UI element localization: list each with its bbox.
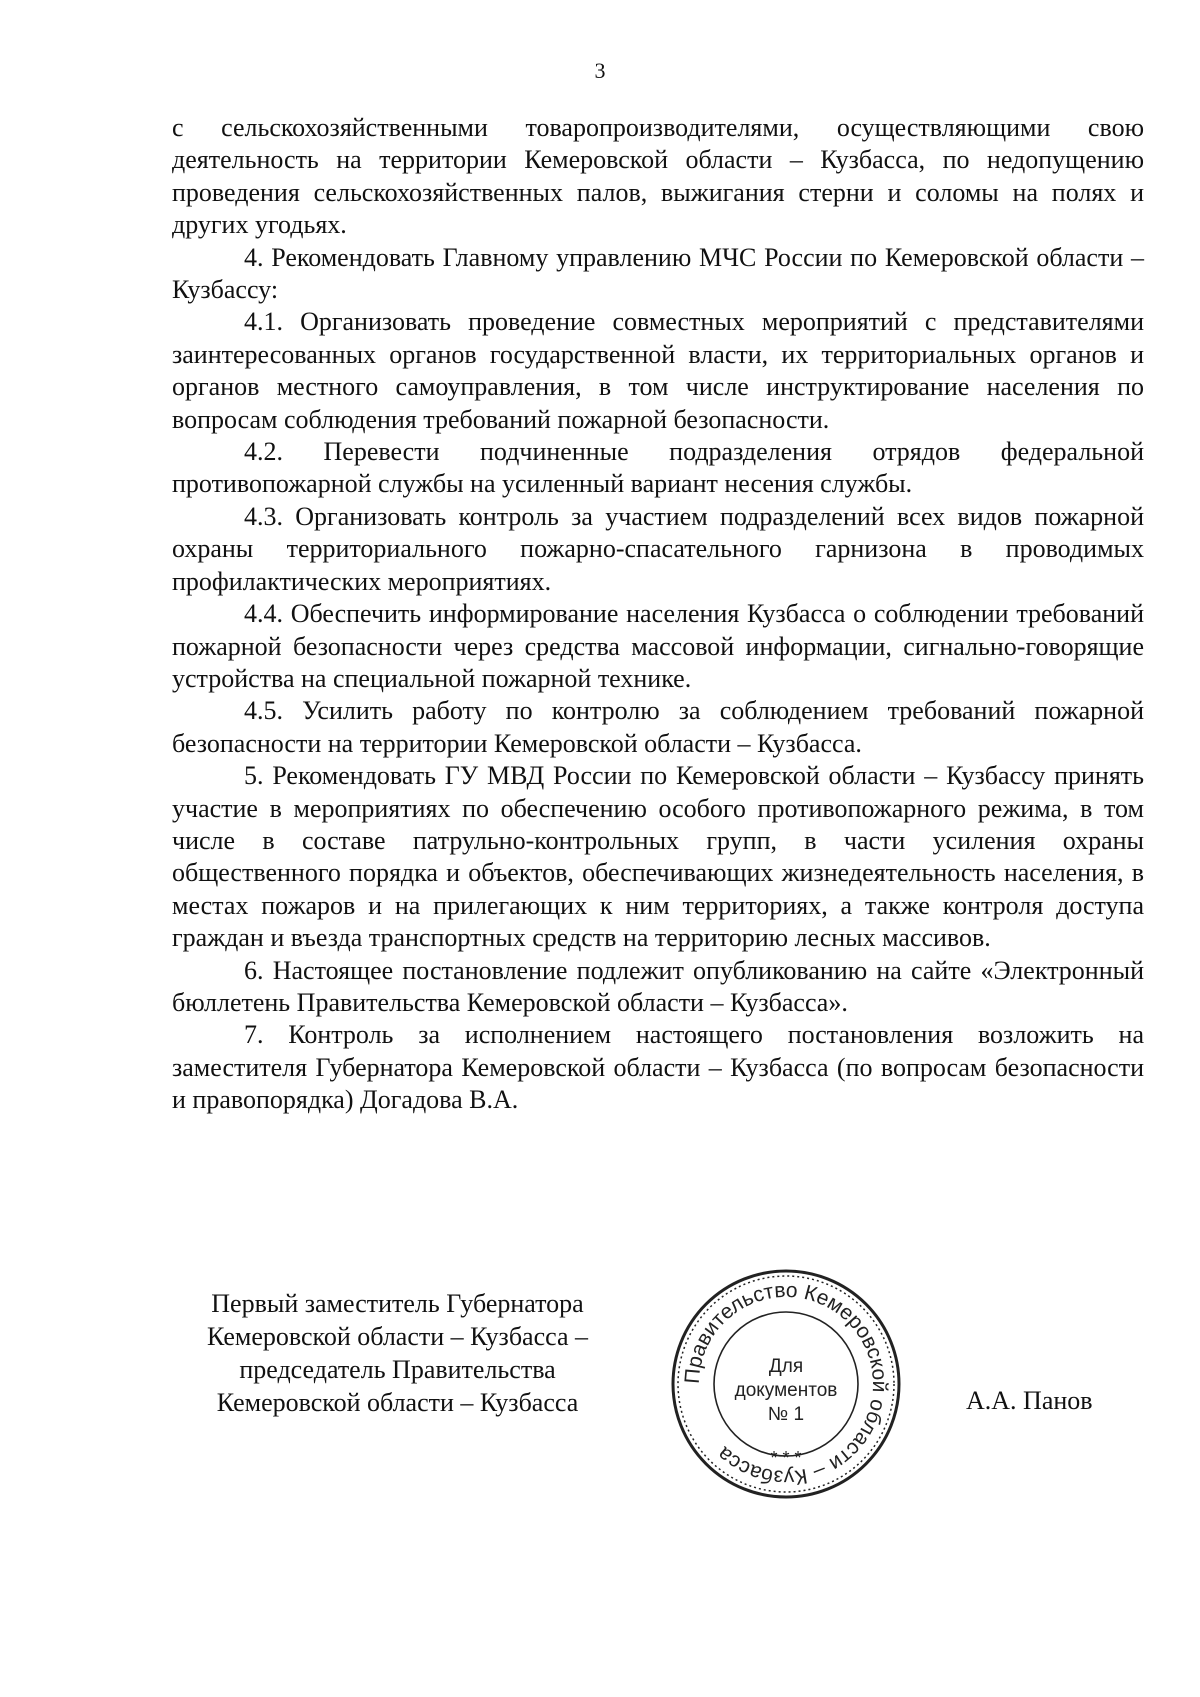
document-body <box>172 112 1144 1117</box>
paragraph-item-4-5: 4.5. Усилить работу по контролю за соблюдением требований пожарной безопасности на территории Кемеровской области – Кузбасса. <box>172 696 1144 758</box>
paragraph-item-4-1: 4.1. Организовать проведение совместных мероприятий с представителями заинтересованных органов государственной власти, их территориальных органов и органов местного самоуправления, в том числе инструктирование населения по вопросам соблюдения требований пожарной безопасности. <box>172 307 1144 434</box>
paragraph-item-4: 4. Рекомендовать Главному управлению МЧС России по Кемеровской области – Кузбассу: <box>172 242 1144 305</box>
paragraph-continuation: с сельскохозяйственными товаропроизводителями, осуществляющими свою деятельность на территории Кемеровской области – Кузбасса, по недопущению проведения сельскохозяйственных палов, выжигания стерни и соломы на полях и других угодьях. <box>172 113 1144 240</box>
official-seal-stamp <box>668 1266 904 1502</box>
stamp-center-line: документов <box>734 1380 838 1401</box>
signatory-name: А.А. Панов <box>966 1386 1093 1415</box>
paragraph-item-4-2: 4.2. Перевести подчиненные подразделения отрядов федеральной противопожарной службы на усиленный вариант несения службы. <box>172 437 1144 499</box>
paragraph-item-6: 6. Настоящее постановление подлежит опубликованию на сайте «Электронный бюллетень Правительства Кемеровской области – Кузбасса». <box>172 955 1144 1017</box>
signatory-position-line: Первый заместитель Губернатора <box>211 1289 584 1318</box>
signatory-position-line: председатель Правительства <box>239 1355 556 1384</box>
stamp-ring-text: Правительство Кемеровской области – Кузбасса <box>680 1278 892 1490</box>
stamp-stars: * * * <box>770 1448 802 1468</box>
paragraph-item-5: 5. Рекомендовать ГУ МВД России по Кемеровской области – Кузбассу принять участие в мероприятиях по обеспечению особого противопожарного режима, в том числе в составе патрульно-контрольных групп, в части усиления охраны общественного порядка и объектов, обеспечивающих жизнедеятельность населения, в местах пожаров и на прилегающих к ним территориях, а также контроля доступа граждан и въезда транспортных средств на территорию лесных массивов. <box>172 761 1144 953</box>
paragraph-item-7: 7. Контроль за исполнением настоящего постановления возложить на заместителя Губернатора Кемеровской области – Кузбасса (по вопросам безопасности и правопорядка) Догадова В.А. <box>172 1020 1144 1115</box>
stamp-center-line: Для <box>768 1356 804 1377</box>
paragraph-item-4-3: 4.3. Организовать контроль за участием подразделений всех видов пожарной охраны территориального пожарно-спасательного гарнизона в проводимых профилактических мероприятиях. <box>172 501 1144 596</box>
signatory-position-line: Кемеровской области – Кузбасса – <box>206 1322 589 1351</box>
signatory-position-line: Кемеровской области – Кузбасса <box>216 1388 579 1417</box>
signatory-position <box>170 1287 625 1419</box>
stamp-center-line: № 1 <box>767 1404 805 1425</box>
page-number: 3 <box>594 58 606 83</box>
paragraph-item-4-4: 4.4. Обеспечить информирование населения Кузбасса о соблюдении требований пожарной безопасности через средства массовой информации, сигнально-говорящие устройства на специальной пожарной технике. <box>172 599 1144 693</box>
